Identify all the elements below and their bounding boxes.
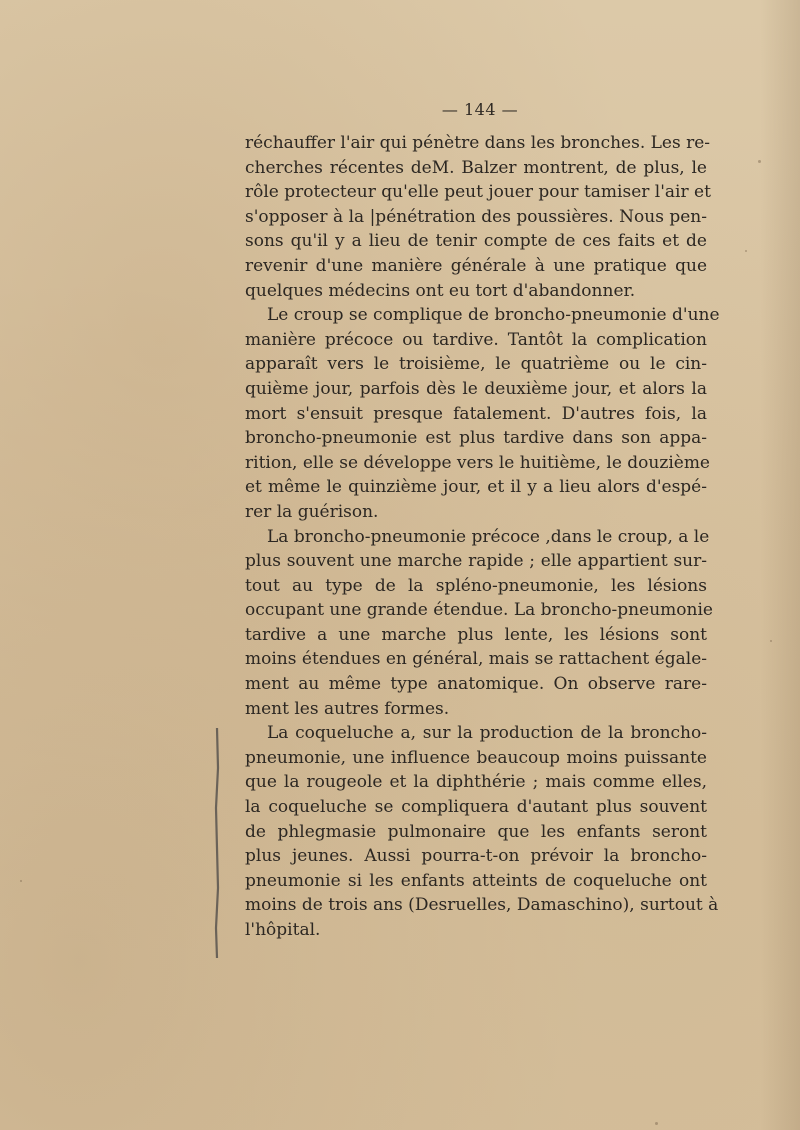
text-line: apparaît vers le troisième, le quatrième ou le cin- xyxy=(245,354,707,375)
paper-speck xyxy=(20,880,22,882)
text-line: tardive a une marche plus lente, les lésions sont xyxy=(245,624,707,645)
text-line: moins de trois ans (Desruelles, Damaschino), surtout à xyxy=(245,895,719,916)
text-line: plus jeunes. Aussi pourra-t-on prévoir la broncho- xyxy=(245,846,707,867)
text-line: plus souvent une marche rapide ; elle appartient sur- xyxy=(245,551,707,572)
text-line: de phlegmasie pulmonaire que les enfants seront xyxy=(245,821,707,842)
page-edge-shadow xyxy=(760,0,800,1130)
text-line: mort s'ensuit presque fatalement. D'autres fois, la xyxy=(245,403,707,424)
text-line: réchauffer l'air qui pénètre dans les bronches. Les re- xyxy=(245,133,711,153)
text-line: rôle protecteur qu'elle peut jouer pour tamiser l'air et xyxy=(245,182,711,203)
text-line: rer la guérison. xyxy=(245,501,379,522)
text-line: l'hôpital. xyxy=(245,920,321,940)
text-line: Le croup se complique de broncho-pneumonie d'une xyxy=(267,305,720,326)
text-line: pneumonie si les enfants atteints de coqueluche ont xyxy=(245,870,707,891)
text-line: cherches récentes deM. Balzer montrent, de plus, le xyxy=(245,157,707,178)
text-line: ment les autres formes. xyxy=(245,698,450,719)
text-line: la coqueluche se compliquera d'autant plus souvent xyxy=(245,797,707,818)
text-line: La coqueluche a, sur la production de la broncho- xyxy=(267,723,707,744)
paper-speck xyxy=(758,160,761,163)
text-line: pneumonie, une influence beaucoup moins puissante xyxy=(245,747,707,768)
text-line: tout au type de la spléno-pneumonie, les lésions xyxy=(245,575,707,596)
text-line: que la rougeole et la diphthérie ; mais comme elles, xyxy=(245,772,707,793)
paper-speck xyxy=(655,1122,658,1125)
page-number: — 144 — xyxy=(441,100,519,119)
text-line: et même le quinzième jour, et il y a lieu alors d'espé- xyxy=(245,477,707,498)
pencil-margin-mark xyxy=(214,728,220,958)
text-line: quième jour, parfois dès le deuxième jour, et alors la xyxy=(245,378,707,399)
text-line: La broncho-pneumonie précoce ,dans le croup, a le xyxy=(267,526,710,547)
paper-speck xyxy=(770,640,772,642)
text-line: moins étendues en général, mais se rattachent égale- xyxy=(245,649,707,670)
text-line: s'opposer à la |pénétration des poussières. Nous pen- xyxy=(245,206,707,227)
text-line: occupant une grande étendue. La broncho-pneumonie xyxy=(245,600,713,621)
text-line: manière précoce ou tardive. Tantôt la complication xyxy=(245,329,707,350)
text-line: broncho-pneumonie est plus tardive dans son appa- xyxy=(245,428,707,449)
text-line: rition, elle se développe vers le huitième, le douzième xyxy=(245,452,710,473)
text-line: sons qu'il y a lieu de tenir compte de ces faits et de xyxy=(245,231,707,252)
body-text xyxy=(245,131,720,943)
text-line: revenir d'une manière générale à une pratique que xyxy=(245,255,707,276)
paper-speck xyxy=(745,250,747,252)
text-line: quelques médecins ont eu tort d'abandonner. xyxy=(245,280,636,301)
text-line: ment au même type anatomique. On observe rare- xyxy=(245,674,707,695)
